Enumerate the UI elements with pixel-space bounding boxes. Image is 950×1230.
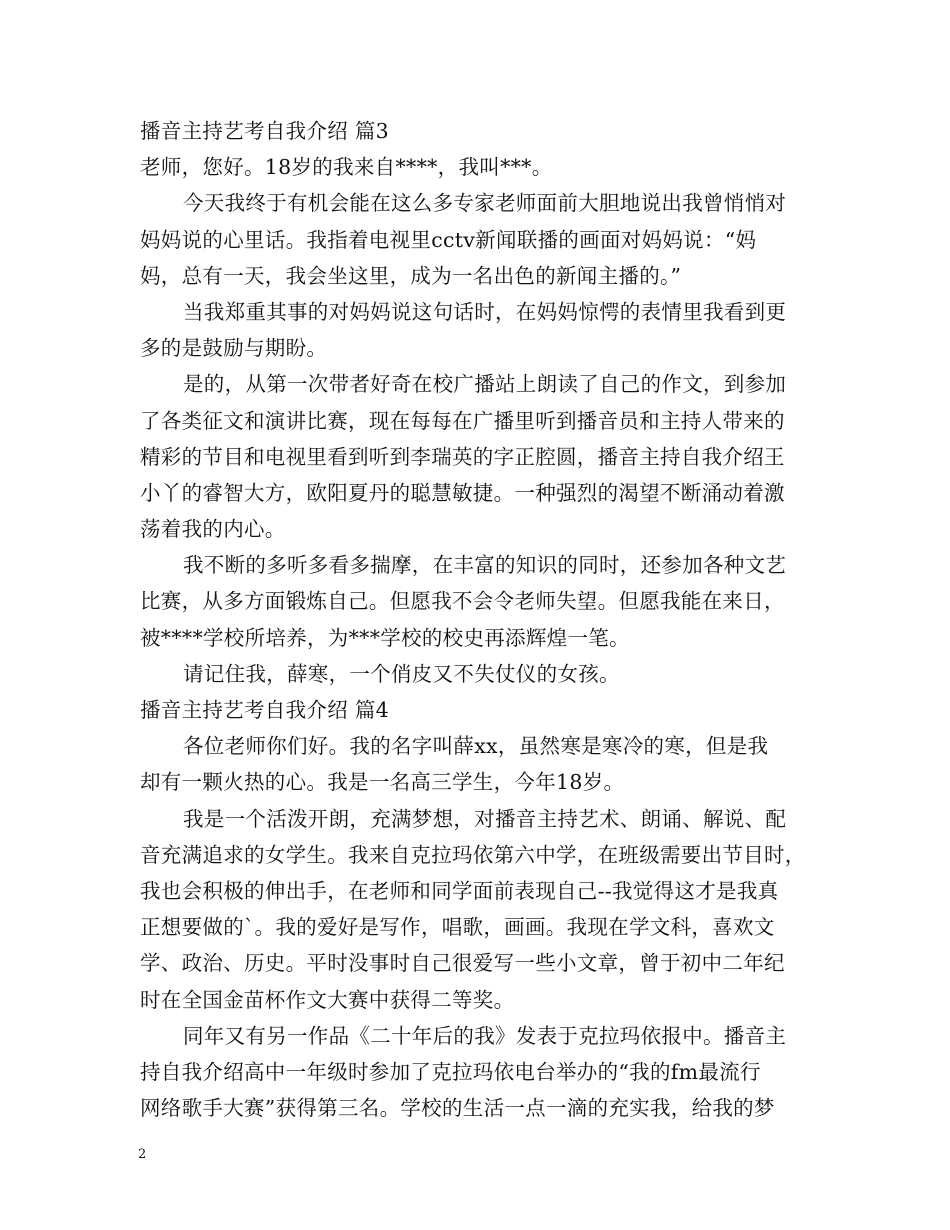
text-line: 播音主持艺考自我介绍 篇4: [140, 698, 389, 722]
text-line: 被****学校所培养，为***学校的校史再添辉煌一笔。: [140, 625, 630, 650]
text-line: 了各类征文和演讲比赛，现在每每在广播里听到播音员和主持人带来的: [140, 408, 785, 433]
text-line: 多的是鼓励与期盼。: [140, 336, 328, 361]
text-line: 播音主持艺考自我介绍 篇3: [140, 119, 389, 143]
text-line: 却有一颗火热的心。我是一名高三学生，今年18岁。: [140, 770, 625, 795]
text-line: 是的，从第一次带者好奇在校广播站上朗读了自己的作文，到参加: [183, 372, 787, 397]
text-line: 时在全国金苗杯作文大赛中获得二等奖。: [140, 987, 515, 1012]
text-line: 正想要做的`。我的爱好是写作，唱歌，画画。我现在学文科，喜欢文: [140, 915, 775, 940]
text-line: 小丫的睿智大方，欧阳夏丹的聪慧敏捷。一种强烈的渴望不断涌动着激: [140, 480, 785, 505]
text-line: 当我郑重其事的对妈妈说这句话时，在妈妈惊愕的表情里我看到更: [183, 299, 787, 324]
text-line: 持自我介绍高中一年级时参加了克拉玛依电台举办的“我的fm最流行: [140, 1059, 761, 1084]
text-line: 请记住我，薛寒，一个俏皮又不失仗仪的女孩。: [183, 661, 620, 686]
text-line: 妈，总有一天，我会坐这里，成为一名出色的新闻主播的。”: [140, 263, 682, 288]
text-line: 精彩的节目和电视里看到听到李瑞英的字正腔圆，播音主持自我介绍王: [140, 444, 785, 469]
text-line: 同年又有另一作品《二十年后的我》发表于克拉玛依报中。播音主: [183, 1023, 787, 1048]
text-line: 各位老师你们好。我的名字叫薛xx，虽然寒是寒冷的寒，但是我: [183, 734, 769, 759]
text-line: 我是一个活泼开朗，充满梦想，对播音主持艺术、朗诵、解说、配: [183, 806, 787, 831]
text-line: 比赛，从多方面锻炼自己。但愿我不会令老师失望。但愿我能在来日，: [140, 589, 785, 614]
document-body: [140, 113, 825, 1126]
text-line: 音充满追求的女学生。我来自克拉玛依第六中学，在班级需要出节目时，: [140, 842, 806, 867]
page-number: 2: [138, 1147, 147, 1162]
text-line: 我也会积极的伸出手，在老师和同学面前表现自己--我觉得这才是我真: [140, 878, 779, 903]
text-line: 今天我终于有机会能在这么多专家老师面前大胆地说出我曾悄悄对: [183, 191, 787, 216]
text-line: 妈妈说的心里话。我指着电视里cctv新闻联播的画面对妈妈说：“妈: [140, 227, 757, 252]
text-line: 我不断的多听多看多揣摩，在丰富的知识的同时，还参加各种文艺: [183, 553, 787, 578]
text-line: 网络歌手大赛”获得第三名。学校的生活一点一滴的充实我，给我的梦: [140, 1096, 775, 1121]
text-line: 学、政治、历史。平时没事时自己很爱写一些小文章，曾于初中二年纪: [140, 951, 785, 976]
text-line: 老师，您好。18岁的我来自****，我叫***。: [140, 155, 553, 180]
text-line: 荡着我的内心。: [140, 517, 286, 542]
